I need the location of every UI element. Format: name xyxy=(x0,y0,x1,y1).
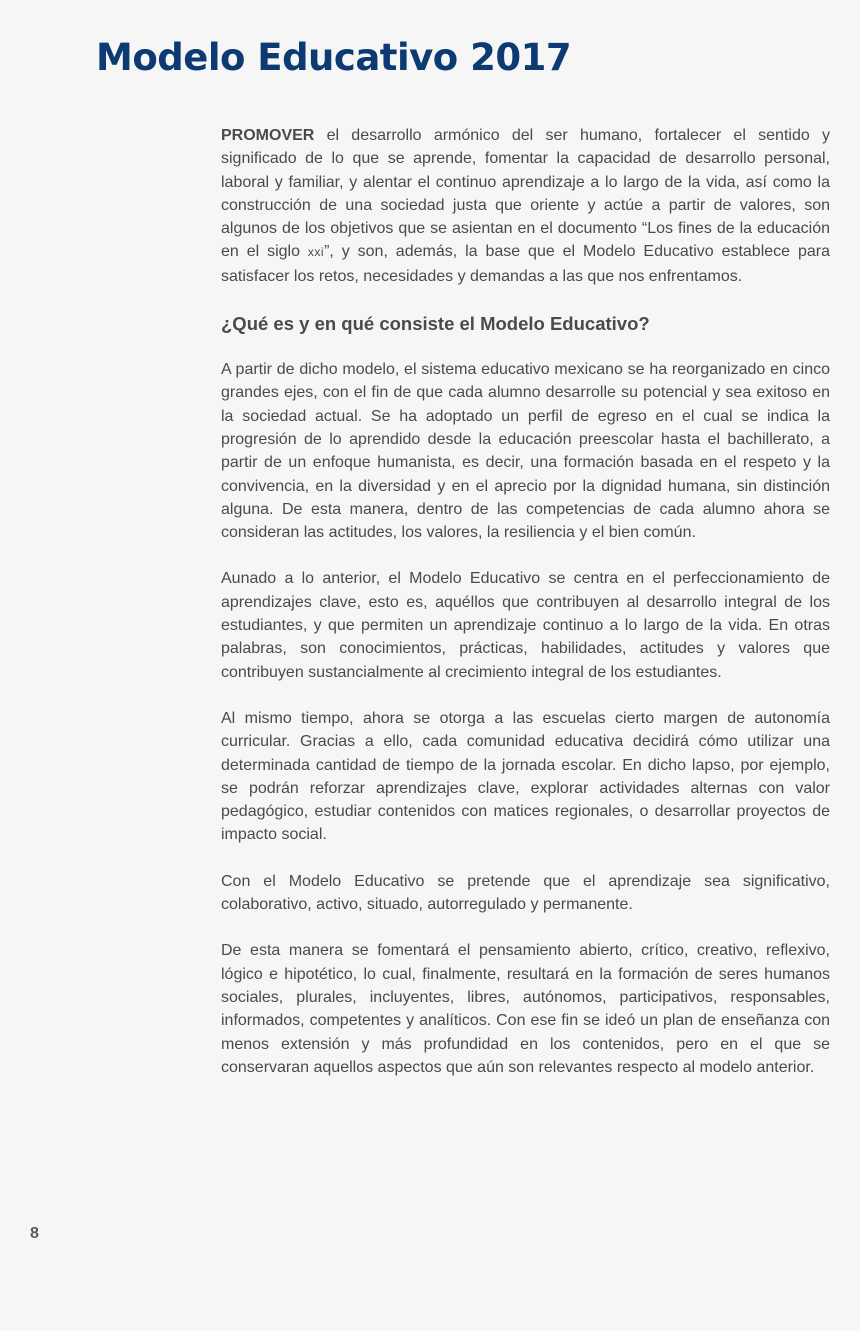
intro-century-smallcaps: xxi xyxy=(307,245,325,260)
body-paragraph-5: De esta manera se fomentará el pensamiento abierto, crítico, creativo, reflexivo, lógico e hipotético, lo cual, finalmente, resultará en la formación de seres humanos sociales, plurales, incluyentes, libres, autónomos, participativos, responsables, informados, competentes y analíticos. Con ese fin se ideó un plan de enseñanza con menos extensión y más profundidad en los contenidos, pero en el que se conservaran aquellos aspectos que aún son relevantes respecto al modelo anterior. xyxy=(221,942,830,1076)
page-title: Modelo Educativo 2017 xyxy=(96,36,572,79)
article-body xyxy=(221,124,830,1079)
intro-paragraph xyxy=(221,124,830,288)
intro-text-start: el desarrollo armónico del ser humano, fortalecer el sentido y significado de lo que se aprende, fomentar la capacidad de desarrollo personal, laboral y familiar, y alentar el continuo aprendizaje a lo largo de la vida, así como la construcción de una sociedad justa que oriente y actúe a partir de valores, son algunos de los objetivos que se asientan en el documento “Los fines de la educación en el siglo xyxy=(221,127,830,261)
body-paragraph-3: Al mismo tiempo, ahora se otorga a las escuelas cierto margen de autonomía curricular. Gracias a ello, cada comunidad educativa decidirá cómo utilizar una determinada cantidad de tiempo de la jornada escolar. En dicho lapso, por ejemplo, se podrán reforzar aprendizajes clave, explorar actividades alternas con valor pedagógico, estudiar contenidos con matices regionales, o desarrollar proyectos de impacto social. xyxy=(221,709,830,844)
intro-text-end: ”, y son, además, la base que el Modelo Educativo establece para satisfacer los retos, necesidades y demandas a las que nos enfrentamos. xyxy=(221,243,830,285)
intro-lead-word: PROMOVER xyxy=(221,127,315,144)
body-paragraph-2: Aunado a lo anterior, el Modelo Educativo se centra en el perfeccionamiento de aprendizajes clave, esto es, aquéllos que contribuyen al desarrollo integral de los estudiantes, y que permiten un aprendizaje continuo a lo largo de la vida. En otras palabras, son conocimientos, prácticas, habilidades, actitudes y valores que contribuyen sustancialmente al crecimiento integral de los estudiantes. xyxy=(221,570,830,681)
page-number: 8 xyxy=(30,1225,39,1242)
body-paragraph-4: Con el Modelo Educativo se pretende que el aprendizaje sea significativo, colaborativo, activo, situado, autorregulado y permanente. xyxy=(221,872,830,914)
body-paragraph-1: A partir de dicho modelo, el sistema educativo mexicano se ha reorganizado en cinco grandes ejes, con el fin de que cada alumno desarrolle su potencial y sea exitoso en la sociedad actual. Se ha adoptado un perfil de egreso en el cual se indica la progresión de lo aprendido desde la educación preescolar hasta el bachillerato, a partir de un enfoque humanista, es decir, una formación basada en el respeto y la convivencia, en la diversidad y en el aprecio por la dignidad humana, sin distinción alguna. De esta manera, dentro de las competencias de cada alumno ahora se consideran las actitudes, los valores, la resiliencia y el bien común. xyxy=(221,361,830,542)
section-heading: ¿Qué es y en qué consiste el Modelo Educativo? xyxy=(221,313,650,335)
